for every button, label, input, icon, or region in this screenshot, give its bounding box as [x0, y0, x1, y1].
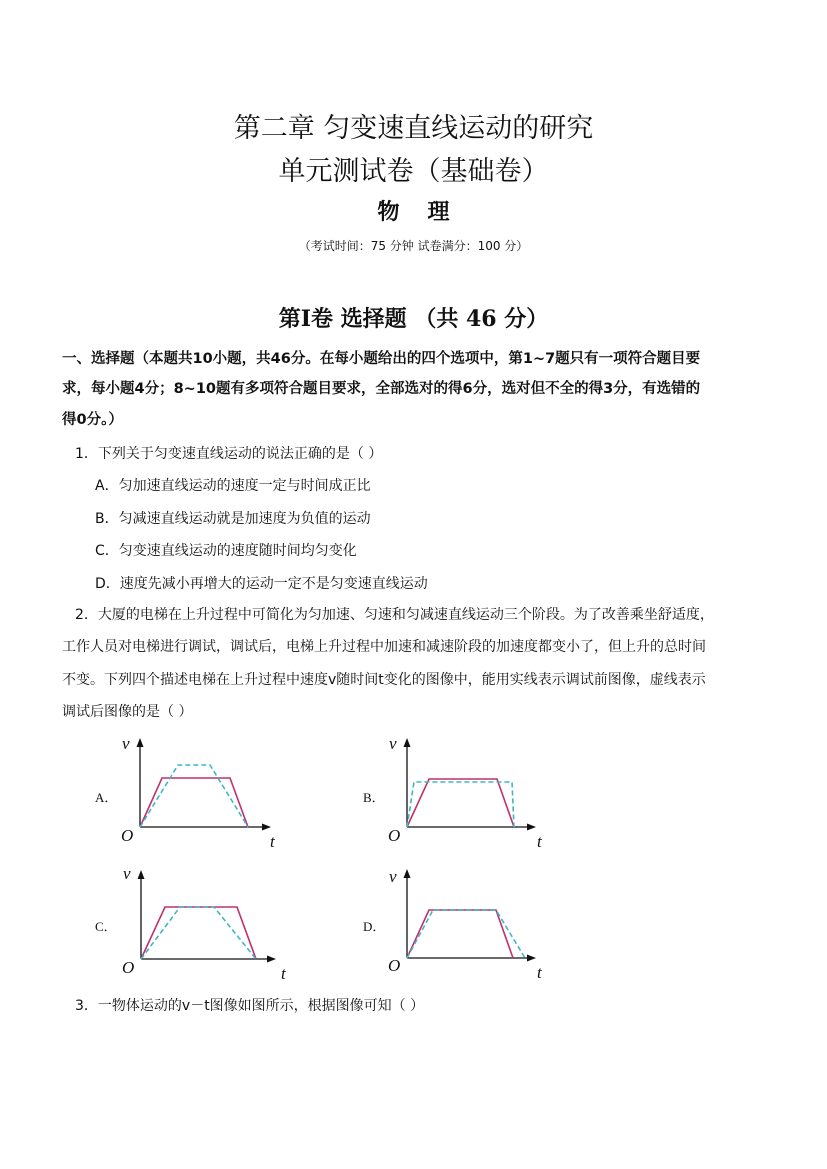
chapter-title: 第二章 匀变速直线运动的研究: [233, 113, 594, 144]
solid-line-before: [140, 778, 248, 827]
x-axis-arrow-icon: [527, 955, 536, 962]
graph-d: [387, 863, 547, 988]
dashed-line-after: [141, 907, 256, 959]
question-2-stem-line: 调试后图像的是（ ）: [62, 704, 193, 720]
x-axis-label: t: [537, 832, 542, 851]
x-axis-arrow-icon: [527, 824, 536, 831]
x-axis-arrow-icon: [262, 824, 271, 831]
section-title: 第Ⅰ卷 选择题 （共 46 分）: [278, 306, 549, 332]
dashed-line-after: [140, 765, 248, 827]
question-2-stem-line: 工作人员对电梯进行调试，调试后，电梯上升过程中加速和减速阶段的加速度都变小了，但上升的总时间: [62, 639, 706, 655]
y-axis-arrow-icon: [404, 869, 411, 878]
origin-label: O: [388, 956, 401, 975]
y-axis-arrow-icon: [137, 738, 144, 747]
graph-c: [121, 864, 286, 989]
question-2-stem-line: 不变。下列四个描述电梯在上升过程中速度v随时间t变化的图像中，能用实线表示调试前图像，虚线表示: [62, 672, 706, 688]
question-1-option-d: D．速度先减小再增大的运动一定不是匀变速直线运动: [95, 576, 428, 592]
x-axis-label: t: [537, 963, 542, 982]
origin-label: O: [121, 826, 134, 845]
graph-option-c-label: C．: [95, 919, 117, 934]
question-1-option-a: A．匀加速直线运动的速度一定与时间成正比: [95, 478, 371, 494]
solid-line-before: [141, 907, 256, 959]
origin-label: O: [388, 826, 401, 845]
solid-line-before: [407, 779, 514, 827]
graph-a: [120, 732, 280, 857]
y-axis-label: v: [123, 864, 131, 883]
dashed-line-after: [407, 782, 514, 827]
solid-line-before: [407, 910, 513, 958]
exam-info: （考试时间：75 分钟 试卷满分：100 分）: [298, 239, 529, 253]
graph-b: [387, 732, 547, 857]
question-1-option-b: B．匀减速直线运动就是加速度为负值的运动: [95, 511, 371, 527]
graph-option-b-label: B．: [363, 790, 385, 805]
subject-label: 物理: [377, 199, 478, 225]
graph-option-a-label: A．: [95, 790, 118, 805]
question-3-stem: 3．一物体运动的v－t图像如图所示，根据图像可知（ ）: [75, 998, 425, 1014]
y-axis-arrow-icon: [138, 870, 145, 879]
instructions-line: 一、选择题（本题共10小题，共46分。在每小题给出的四个选项中，第1~7题只有一项符合题目要: [62, 351, 701, 367]
x-axis-label: t: [270, 832, 275, 851]
instructions-line: 求，每小题4分；8~10题有多项符合题目要求，全部选对的得6分，选对但不全的得3分，有选错的: [62, 381, 701, 397]
x-axis-arrow-icon: [267, 956, 276, 963]
origin-label: O: [122, 958, 135, 977]
question-2-stem-line: 2．大厦的电梯在上升过程中可简化为匀加速、匀速和匀减速直线运动三个阶段。为了改善乘坐舒适度，: [75, 607, 714, 623]
y-axis-label: v: [122, 734, 130, 753]
graph-option-d-label: D．: [363, 919, 386, 934]
y-axis-arrow-icon: [404, 738, 411, 747]
instructions-line: 得0分。）: [62, 412, 123, 428]
test-subtitle: 单元测试卷（基础卷）: [278, 156, 549, 187]
question-1-option-c: C．匀变速直线运动的速度随时间均匀变化: [95, 543, 357, 559]
y-axis-label: v: [389, 734, 397, 753]
y-axis-label: v: [389, 867, 397, 886]
question-1-stem: 1．下列关于匀变速直线运动的说法正确的是（ ）: [75, 446, 383, 462]
x-axis-label: t: [281, 964, 286, 983]
dashed-line-after: [407, 910, 525, 958]
